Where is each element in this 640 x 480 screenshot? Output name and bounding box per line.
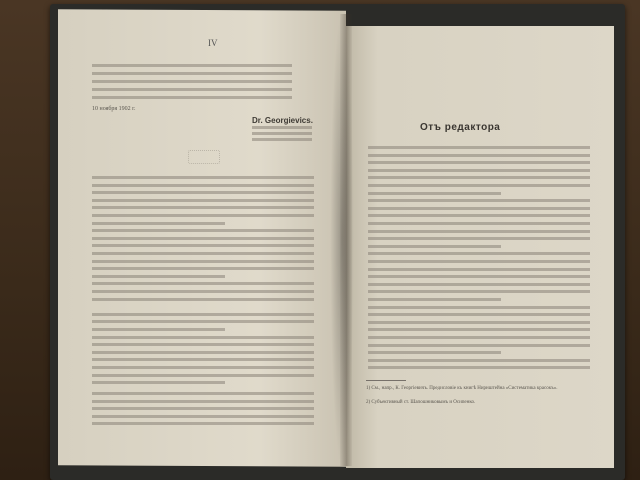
text-line bbox=[368, 366, 590, 369]
text-line bbox=[92, 290, 314, 293]
footnote-rule bbox=[366, 380, 406, 381]
text-line bbox=[92, 267, 314, 270]
text-line bbox=[92, 298, 314, 301]
stamp-mark bbox=[188, 150, 220, 164]
text-line bbox=[92, 275, 225, 278]
footnote-2: 2) Субъективный ст. Шапошниковымъ и Осипенко. bbox=[366, 400, 476, 405]
text-line bbox=[368, 252, 590, 255]
text-line bbox=[368, 321, 590, 324]
text-line bbox=[368, 306, 590, 309]
text-line bbox=[252, 126, 312, 129]
text-line bbox=[92, 415, 314, 418]
date-line: 10 ноября 1902 г. bbox=[92, 106, 136, 112]
text-line bbox=[92, 176, 314, 179]
text-line bbox=[368, 275, 590, 278]
text-line bbox=[368, 268, 590, 271]
text-line bbox=[368, 230, 590, 233]
text-line bbox=[368, 154, 590, 157]
text-line bbox=[92, 237, 314, 240]
text-line bbox=[92, 381, 225, 384]
text-line bbox=[368, 146, 590, 149]
text-line bbox=[92, 199, 314, 202]
text-line bbox=[368, 169, 590, 172]
page-heading: Отъ редактора bbox=[420, 122, 501, 133]
text-line bbox=[92, 328, 225, 331]
text-line bbox=[368, 359, 590, 362]
text-line bbox=[368, 283, 590, 286]
text-line bbox=[368, 336, 590, 339]
text-line bbox=[92, 282, 314, 285]
spine-shadow bbox=[330, 10, 354, 470]
text-line bbox=[368, 161, 590, 164]
text-line bbox=[92, 422, 314, 425]
text-line bbox=[368, 176, 590, 179]
text-line bbox=[92, 184, 314, 187]
text-line bbox=[368, 214, 590, 217]
text-line bbox=[368, 245, 501, 248]
signature-name: Dr. Georgievics. bbox=[252, 116, 313, 125]
text-line bbox=[368, 344, 590, 347]
text-line bbox=[92, 392, 314, 395]
text-line bbox=[92, 407, 314, 410]
text-line bbox=[92, 88, 292, 91]
text-line bbox=[92, 80, 292, 83]
text-line bbox=[368, 222, 590, 225]
text-line bbox=[92, 400, 314, 403]
text-line bbox=[368, 298, 501, 301]
page-number: IV bbox=[208, 38, 218, 48]
text-line bbox=[92, 72, 292, 75]
text-line bbox=[368, 199, 590, 202]
footnote-1: 1) См., напр., К. Георгіевичъ. Предисловіе къ книгѣ Нирнштейна «Систематика красокъ». bbox=[366, 386, 558, 391]
text-line bbox=[92, 320, 314, 323]
text-line bbox=[92, 358, 314, 361]
text-line bbox=[368, 207, 590, 210]
text-line bbox=[252, 138, 312, 141]
text-line bbox=[368, 290, 590, 293]
text-line bbox=[368, 313, 590, 316]
text-line bbox=[92, 343, 314, 346]
text-line bbox=[92, 222, 225, 225]
text-line bbox=[92, 191, 314, 194]
text-line bbox=[368, 184, 590, 187]
text-line bbox=[368, 260, 590, 263]
text-line bbox=[92, 96, 292, 99]
text-line bbox=[92, 244, 314, 247]
text-line bbox=[92, 336, 314, 339]
text-line bbox=[92, 366, 314, 369]
text-line bbox=[368, 328, 590, 331]
text-line bbox=[92, 260, 314, 263]
text-line bbox=[368, 237, 590, 240]
text-line bbox=[92, 64, 292, 67]
text-line bbox=[92, 351, 314, 354]
text-line bbox=[92, 206, 314, 209]
text-line bbox=[92, 252, 314, 255]
text-line bbox=[92, 214, 314, 217]
text-line bbox=[368, 351, 501, 354]
text-line bbox=[92, 229, 314, 232]
text-line bbox=[92, 374, 314, 377]
text-line bbox=[92, 313, 314, 316]
text-line bbox=[368, 192, 501, 195]
text-line bbox=[252, 132, 312, 135]
